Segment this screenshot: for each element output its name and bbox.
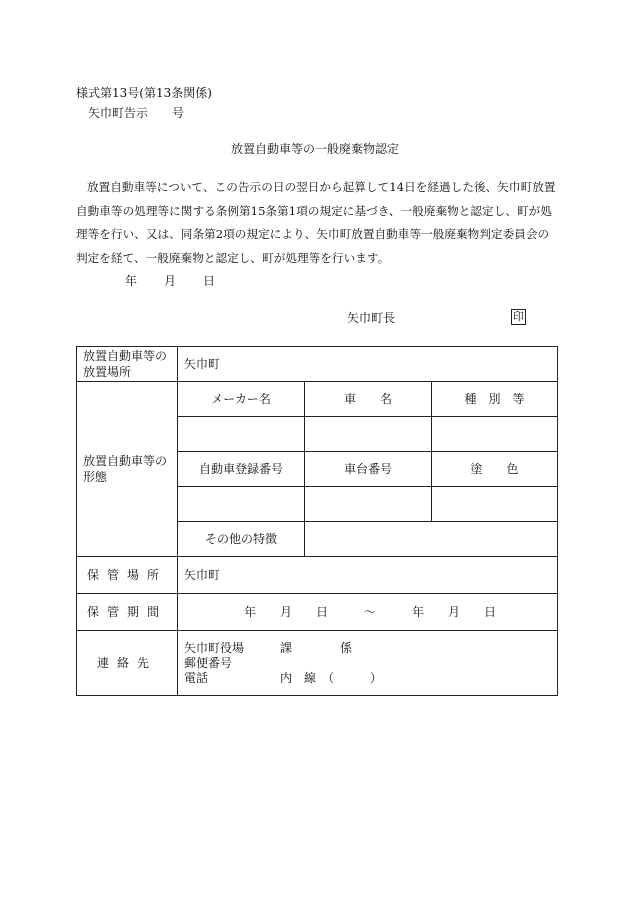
seal-mark: 印	[513, 310, 524, 323]
other-label: その他の特徴	[178, 522, 305, 557]
table-row	[77, 594, 558, 631]
chassis-label: 車台番号	[305, 452, 432, 487]
document-title: 放置自動車等の一般廃棄物認定	[231, 142, 400, 156]
vehicle-info-table	[76, 346, 558, 696]
color-label: 塗 色	[432, 452, 558, 487]
contact-value	[178, 631, 558, 696]
chassis-value	[305, 487, 432, 522]
reg-number-label: 自動車登録番号	[178, 452, 305, 487]
storage-place-value: 矢巾町	[178, 557, 558, 594]
seal-tick	[525, 309, 526, 325]
date-line: 年 月 日	[125, 274, 217, 288]
type-label: 種 別 等	[432, 382, 558, 417]
location-value: 矢巾町	[178, 347, 558, 382]
storage-period-label: 保管期間	[77, 594, 178, 631]
other-value	[305, 522, 558, 557]
reg-number-value	[178, 487, 305, 522]
maker-value	[178, 417, 305, 452]
contact-label: 連絡先	[77, 631, 178, 696]
signer-name: 矢巾町長	[347, 311, 396, 325]
form-label: 放置自動車等の形態	[77, 382, 178, 557]
maker-label: メーカー名	[178, 382, 305, 417]
contact-line-office: 矢巾町役場 課 係	[184, 640, 353, 655]
table-row	[77, 631, 558, 696]
notice-number-line: 矢巾町告示 号	[88, 106, 185, 120]
storage-period-value: 年 月 日 ～ 年 月 日	[178, 594, 558, 631]
car-name-value	[305, 417, 432, 452]
contact-line-postal: 郵便番号	[184, 655, 233, 670]
location-label: 放置自動車等の放置場所	[77, 347, 178, 382]
storage-place-label: 保管場所	[77, 557, 178, 594]
contact-line-phone: 電話 内 線 （ ）	[184, 670, 383, 685]
form-number: 様式第13号(第13条関係)	[76, 86, 212, 100]
body-paragraph: 放置自動車等について、この告示の日の翌日から起算して14日を経過した後、矢巾町放置自動車等の処理等に関する条例第15条第1項の規定に基づき、一般廃棄物と認定し、町が処理等を行い、又は、同条第2項の規定により、矢巾町放置自動車等一般廃棄物判定委員会の判定を経て、一般廃棄物と認定し、町が処理等を行います。	[76, 180, 556, 265]
table-row	[77, 382, 558, 417]
type-value	[432, 417, 558, 452]
car-name-label: 車 名	[305, 382, 432, 417]
color-value	[432, 487, 558, 522]
table-row	[77, 557, 558, 594]
table-row	[77, 347, 558, 382]
